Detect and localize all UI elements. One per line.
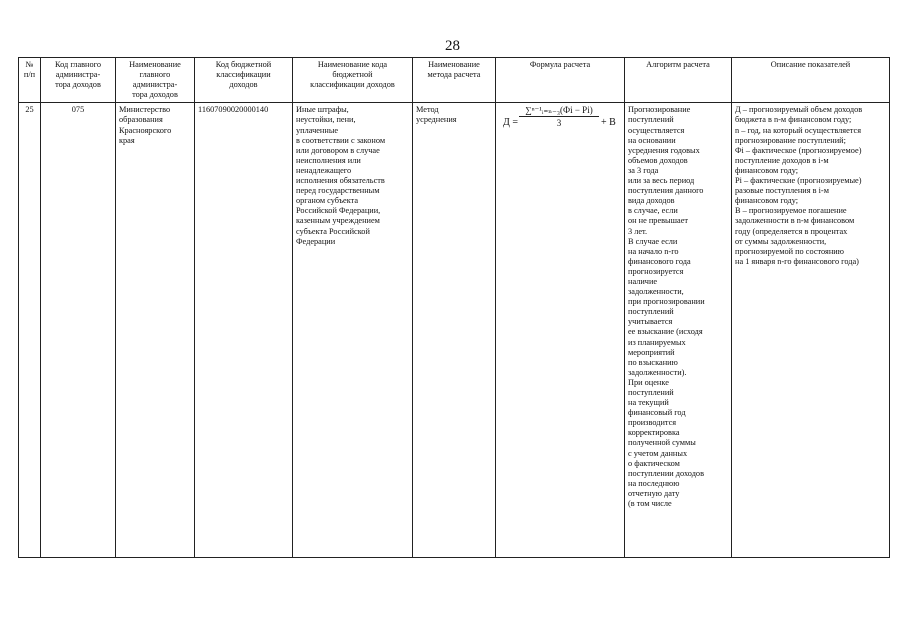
text-line: В случае если: [628, 236, 678, 246]
text-line: Д – прогнозируемый объем доходов: [735, 105, 863, 115]
text-line: края: [119, 135, 135, 145]
text-line: Российской Федерации,: [296, 206, 381, 216]
text-line: казенным учреждением: [296, 216, 380, 226]
text-line: n – год, на который осуществляется: [735, 125, 862, 135]
formula-denominator: 3: [556, 118, 562, 129]
text-line: бюджетной: [332, 70, 373, 80]
row-budget-code: 11607090020000140: [195, 103, 293, 558]
text-line: году (определяется в процентах: [735, 226, 848, 236]
text-line: разовые поступления в i-м: [735, 186, 829, 196]
text-line: доходов: [229, 80, 258, 90]
text-line: В – прогнозируемое погашение: [735, 206, 847, 216]
header-row: [19, 58, 890, 103]
text-line: главного: [139, 70, 171, 80]
row-admin-name: [116, 103, 195, 558]
text-line: Наименование: [129, 60, 181, 69]
text-line: финансовый год: [628, 408, 686, 418]
revenue-forecast-table: [18, 57, 890, 558]
text-line: поступлений: [628, 307, 674, 317]
text-line: образования: [119, 115, 163, 125]
text-line: финансового года: [628, 256, 691, 266]
text-line: ее взыскание (исходя: [628, 327, 703, 337]
table-row: [19, 103, 890, 558]
text-line: поступления данного: [628, 186, 704, 196]
text-line: классификации доходов: [310, 80, 395, 90]
text-line: Код бюджетной: [215, 60, 272, 69]
text-line: вида доходов: [628, 196, 675, 206]
text-line: При оценке: [628, 377, 669, 387]
text-line: из планируемых: [628, 337, 686, 347]
page-number: 28: [445, 38, 460, 54]
text-line: бюджета в n-м финансовом году;: [735, 115, 852, 125]
text-line: ненадлежащего: [296, 165, 352, 175]
row-admin-code: 075: [41, 103, 116, 558]
header-admin-code: [41, 58, 116, 103]
text-line: прогнозируемой по состоянию: [735, 246, 844, 256]
formula: [499, 105, 621, 139]
text-line: осуществляется: [628, 125, 685, 135]
text-line: Иные штрафы,: [296, 105, 349, 115]
text-line: Pi – фактические (прогнозируемые): [735, 176, 862, 186]
text-line: поступлении доходов: [628, 468, 704, 478]
text-line: Формула расчета: [529, 60, 591, 69]
formula-rhs: + В: [601, 117, 616, 129]
formula-numerator: ∑ⁿ⁻¹ᵢ₌ₙ₋₃(Фi − Pi): [519, 105, 599, 117]
text-line: неисполнения или: [296, 155, 361, 165]
text-line: на текущий: [628, 398, 669, 408]
text-line: задолженности).: [628, 367, 687, 377]
text-line: №: [25, 60, 34, 69]
text-line: тора доходов: [132, 90, 178, 100]
text-line: на начало n-го: [628, 246, 679, 256]
text-line: в соответствии с законом: [296, 135, 386, 145]
row-method: [413, 103, 496, 558]
text-line: п/п: [23, 70, 36, 80]
text-line: прогнозирование поступлений;: [735, 135, 846, 145]
row-num: 25: [19, 103, 41, 558]
text-line: задолженности в n-м финансовом: [735, 216, 855, 226]
header-budget-code: [195, 58, 293, 103]
text-line: Федерации: [296, 236, 336, 246]
text-line: корректировка: [628, 428, 680, 438]
formula-fraction: [519, 105, 599, 128]
header-method: [413, 58, 496, 103]
text-line: полученной суммы: [628, 438, 696, 448]
text-line: Код главного: [55, 60, 101, 69]
text-line: поступлений: [628, 115, 674, 125]
text-line: задолженности,: [628, 287, 684, 297]
text-line: в случае, если: [628, 206, 678, 216]
text-line: учитывается: [628, 317, 673, 327]
text-line: Описание показателей: [770, 60, 851, 69]
text-line: наличие: [628, 276, 658, 286]
text-line: неустойки, пени,: [296, 115, 356, 125]
text-line: уплаченные: [296, 125, 339, 135]
text-line: он не превышает: [628, 216, 689, 226]
text-line: на 1 января n-го финансового года): [735, 256, 859, 266]
text-line: от суммы задолженности,: [735, 236, 827, 246]
text-line: производится: [628, 418, 677, 428]
header-formula: [496, 58, 625, 103]
text-line: Прогнозирование: [628, 105, 691, 115]
text-line: администра-: [132, 80, 178, 90]
text-line: Наименование: [428, 60, 480, 69]
text-line: органом субъекта: [296, 196, 359, 206]
text-line: исполнения обязательств: [296, 176, 385, 186]
row-algorithm: [625, 103, 732, 558]
text-line: прогнозируется: [628, 266, 684, 276]
text-line: финансовом году;: [735, 196, 799, 206]
text-line: с учетом данных: [628, 448, 688, 458]
text-line: Министерство: [119, 105, 171, 115]
header-code-name: [293, 58, 413, 103]
text-line: (в том числе: [628, 499, 672, 509]
text-line: объемов доходов: [628, 155, 688, 165]
header-admin-name: [116, 58, 195, 103]
text-line: Метод: [416, 105, 439, 115]
formula-lhs: Д =: [503, 117, 518, 129]
text-line: или за весь период: [628, 176, 695, 186]
row-code-name: [293, 103, 413, 558]
text-line: субъекта Российской: [296, 226, 370, 236]
text-line: при прогнозировании: [628, 297, 705, 307]
text-line: на последнюю: [628, 478, 680, 488]
text-line: усреднения: [416, 115, 457, 125]
text-line: Алгоритм расчета: [646, 60, 710, 69]
text-line: поступлений: [628, 388, 674, 397]
text-line: мероприятий: [628, 347, 675, 357]
header-algorithm: [625, 58, 732, 103]
text-line: о фактическом: [628, 458, 680, 468]
text-line: классификации: [216, 70, 271, 80]
row-formula: [496, 103, 625, 558]
text-line: Красноярского: [119, 125, 172, 135]
text-line: за 3 года: [628, 165, 659, 175]
text-line: Фi – фактическое (прогнозируемое): [735, 145, 862, 155]
text-line: на основании: [628, 135, 676, 145]
text-line: метода расчета: [427, 70, 481, 80]
text-line: по взысканию: [628, 357, 678, 367]
header-num: [19, 58, 41, 103]
row-description: [732, 103, 890, 558]
header-description: [732, 58, 890, 103]
text-line: усреднения годовых: [628, 145, 700, 155]
text-line: тора доходов: [55, 80, 101, 90]
text-line: отчетную дату: [628, 488, 680, 498]
text-line: Наименование кода: [317, 60, 388, 69]
text-line: поступление доходов в i-м: [735, 155, 829, 165]
text-line: финансовом году;: [735, 165, 799, 175]
text-line: 3 лет.: [628, 226, 648, 236]
text-line: или договором в случае: [296, 145, 380, 155]
text-line: перед государственным: [296, 186, 380, 196]
text-line: администра-: [55, 70, 101, 80]
